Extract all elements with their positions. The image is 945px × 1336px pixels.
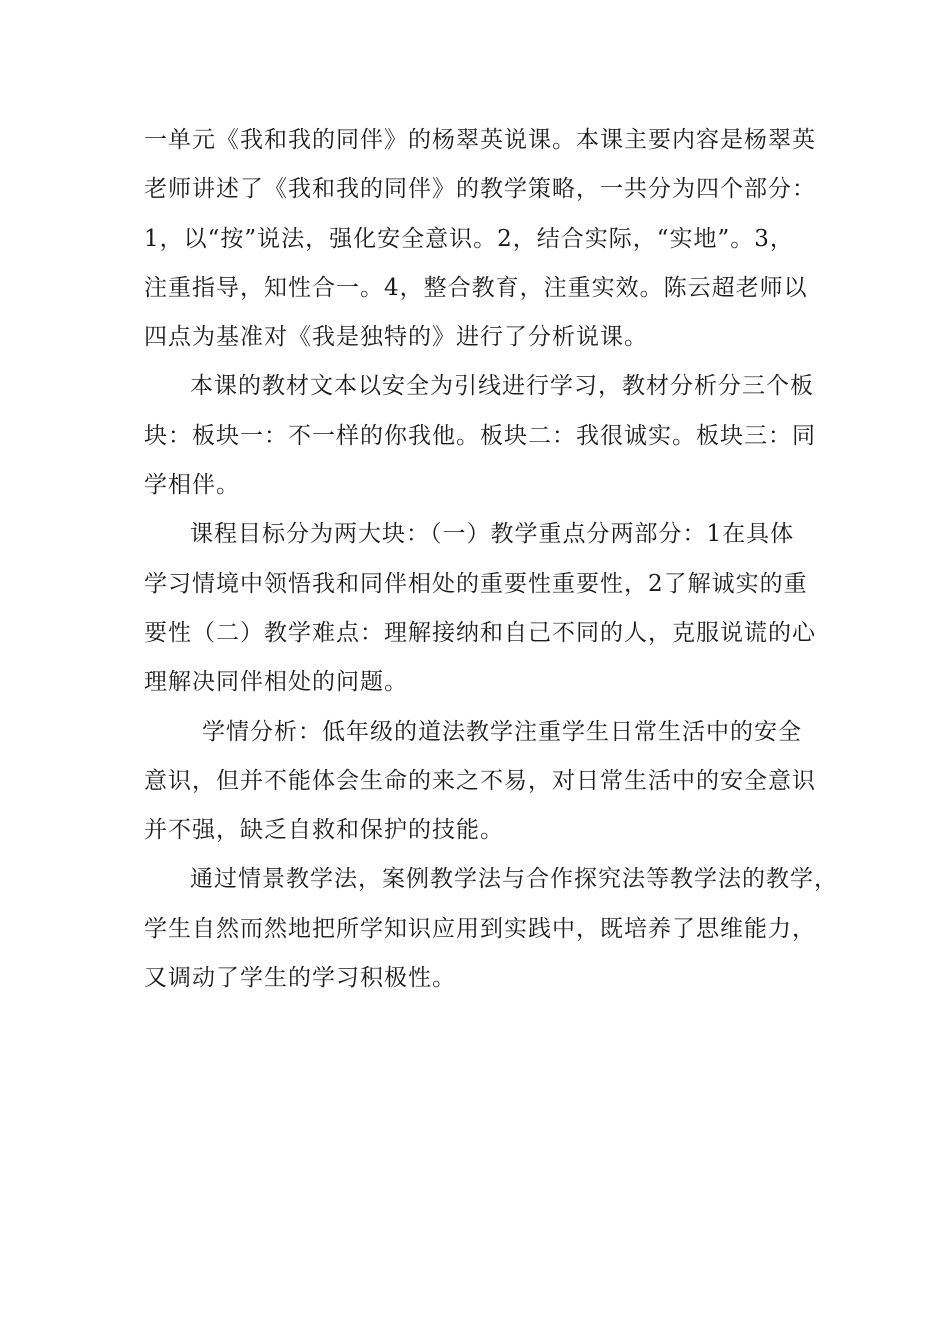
text-line: 注重指导，知性合一。4，整合教育，注重实效。陈云超老师以	[144, 274, 808, 301]
text-line: 块：板块一：不一样的你我他。板块二：我很诚实。板块三：同	[144, 422, 816, 449]
paragraph-intro	[144, 116, 816, 362]
paragraph-student-analysis	[144, 708, 816, 856]
paragraph-methods	[144, 855, 838, 1003]
document-body	[144, 116, 838, 1003]
text-line: 又调动了学生的学习积极性。	[144, 965, 456, 992]
text-line: 老师讲述了《我和我的同伴》的教学策略，一共分为四个部分：	[144, 176, 816, 203]
paragraph-course-goals	[144, 510, 816, 707]
text-line: 学生自然而然地把所学知识应用到实践中，既培养了思维能力，	[144, 915, 816, 942]
text-line: 本课的教材文本以安全为引线进行学习，教材分析分三个板	[190, 373, 814, 400]
text-line: 意识，但并不能体会生命的来之不易，对日常生活中的安全意识	[144, 767, 816, 794]
paragraph-textbook-analysis	[144, 362, 816, 510]
text-line: 理解决同伴相处的问题。	[144, 669, 408, 696]
text-line: 课程目标分为两大块：（一）教学重点分两部分：1在具体	[190, 521, 795, 548]
text-line: 一单元《我和我的同伴》的杨翠英说课。本课主要内容是杨翠英	[144, 127, 816, 153]
text-line: 1，以“按”说法，强化安全意识。2，结合实际，“实地”。3，	[144, 225, 794, 252]
text-line: 通过情景教学法，案例教学法与合作探究法等教学法的教学，	[190, 866, 838, 893]
text-line: 学相伴。	[144, 472, 240, 499]
text-line: 学情分析：低年级的道法教学注重学生日常生活中的安全	[202, 718, 802, 745]
text-line: 学习情境中领悟我和同伴相处的重要性重要性，2了解诚实的重	[144, 570, 808, 597]
text-line: 要性（二）教学难点：理解接纳和自己不同的人，克服说谎的心	[144, 619, 816, 646]
text-line: 四点为基准对《我是独特的》进行了分析说课。	[144, 324, 648, 351]
text-line: 并不强，缺乏自救和保护的技能。	[144, 817, 504, 844]
